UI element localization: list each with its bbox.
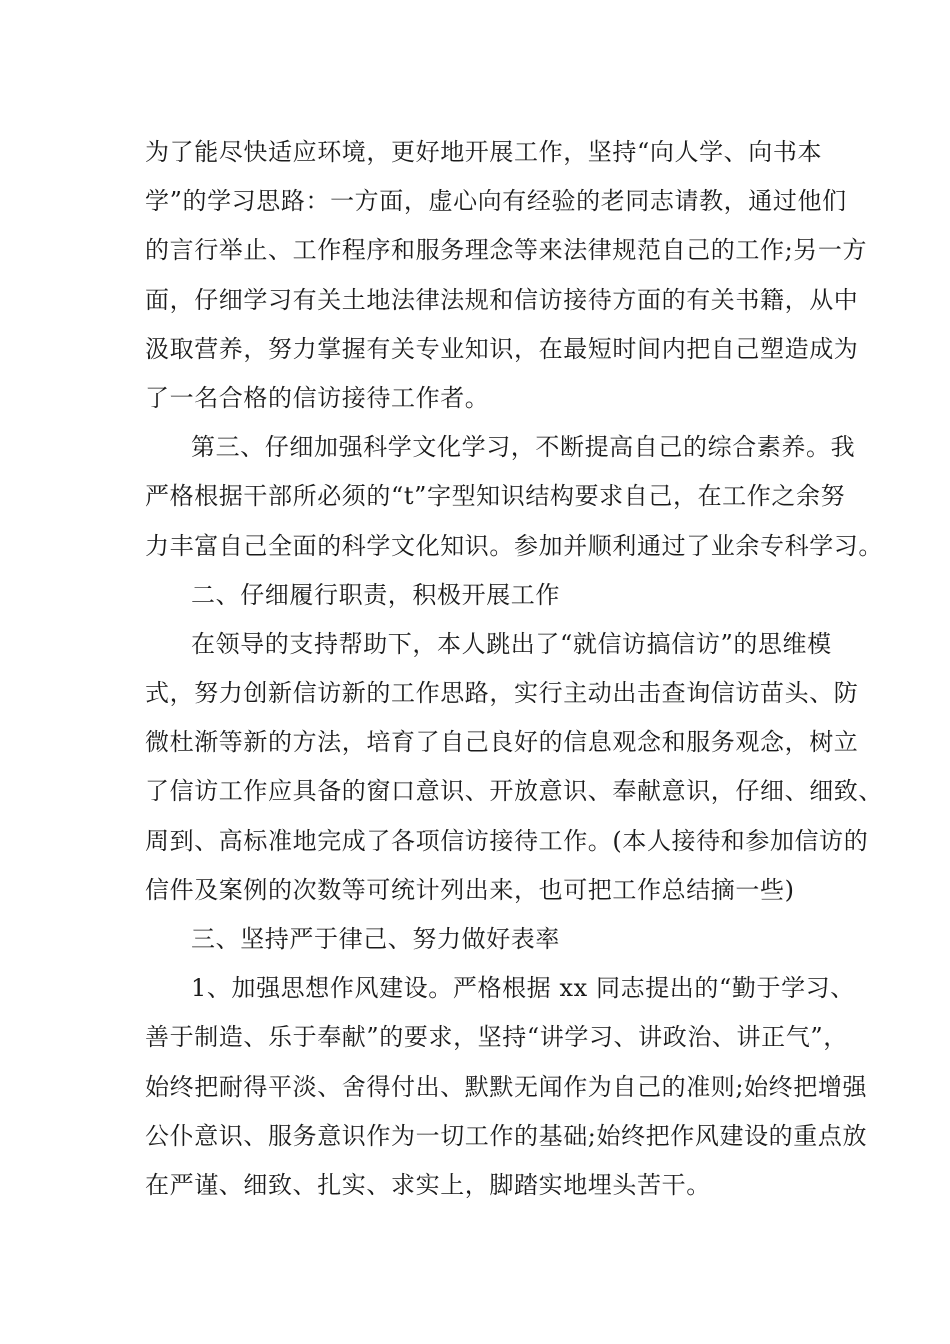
text-line: 始终把耐得平淡、舍得付出、默默无闻作为自己的准则;始终把增强 [145, 1072, 868, 1101]
text-line: 在严谨、细致、扎实、求实上，脚踏实地埋头苦干。 [145, 1170, 711, 1199]
document-body [145, 128, 883, 1210]
text-line: 周到、高标准地完成了各项信访接待工作。(本人接待和参加信访的 [145, 826, 869, 855]
text-line: 微杜渐等新的方法，培育了自己良好的信息观念和服务观念，树立 [145, 728, 859, 757]
paragraph-start-line: 第三、仔细加强科学文化学习，不断提高自己的综合素养。我 [191, 433, 856, 462]
text-line: 式，努力创新信访新的工作思路，实行主动出击查询信访苗头、防 [145, 679, 859, 708]
text-line: 力丰富自己全面的科学文化知识。参加并顺利通过了业余专科学习。 [145, 531, 883, 560]
text-line: 严格根据干部所必须的“t”字型知识结构要求自己，在工作之余努 [145, 482, 846, 511]
section-heading: 三、坚持严于律己、努力做好表率 [191, 925, 560, 953]
text-line: 汲取营养，努力掌握有关专业知识，在最短时间内把自己塑造成为 [145, 334, 859, 363]
text-line: 面，仔细学习有关土地法律法规和信访接待方面的有关书籍，从中 [145, 285, 859, 314]
text-line: 信件及案例的次数等可统计列出来，也可把工作总结摘一些) [145, 875, 795, 904]
text-line: 了信访工作应具备的窗口意识、开放意识、奉献意识，仔细、细致、 [145, 777, 883, 806]
text-line: 的言行举止、工作程序和服务理念等来法律规范自己的工作;另一方 [145, 236, 868, 265]
text-line: 公仆意识、服务意识作为一切工作的基础;始终把作风建设的重点放 [145, 1121, 868, 1150]
paragraph-start-line: 在领导的支持帮助下，本人跳出了“就信访搞信访”的思维模 [191, 629, 832, 658]
text-line: 善于制造、乐于奉献”的要求，坚持“讲学习、讲政治、讲正气”， [145, 1023, 848, 1052]
paragraph-start-line: 1、加强思想作风建设。严格根据 xx 同志提出的“勤于学习、 [191, 974, 855, 1003]
text-line: 学”的学习思路：一方面，虚心向有经验的老同志请教，通过他们 [145, 187, 847, 216]
section-heading: 二、仔细履行职责，积极开展工作 [191, 580, 560, 609]
text-line: 为了能尽快适应环境，更好地开展工作，坚持“向人学、向书本 [145, 138, 823, 166]
text-line: 了一名合格的信访接待工作者。 [145, 383, 490, 412]
